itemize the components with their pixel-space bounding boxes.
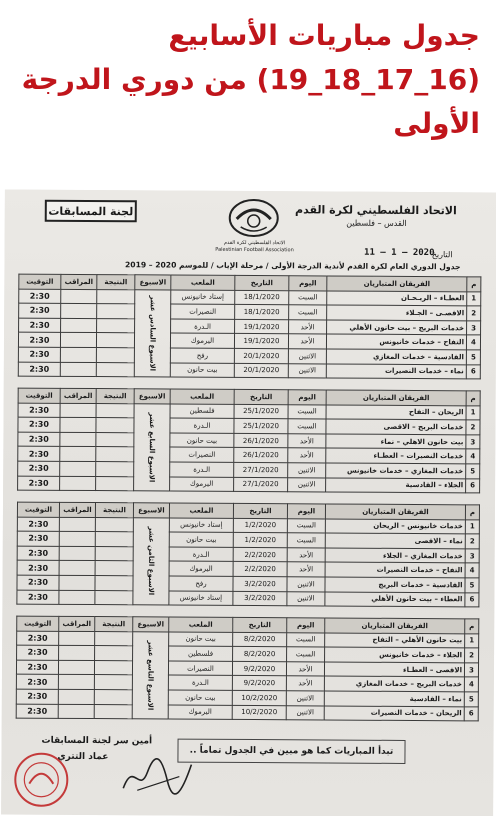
match-number: 5 [464, 692, 478, 707]
column-header-result: النتيجة [96, 389, 134, 404]
column-header-date: التاريخ [233, 503, 287, 518]
match-venue: الـدرة [170, 418, 234, 433]
match-result [94, 660, 132, 675]
column-header-observer: المراقب [60, 388, 96, 403]
headline-line-3: الأولى [393, 107, 480, 140]
match-teams: الريحان – خدمات النصيرات [324, 706, 464, 721]
column-header-venue: الملعب [169, 503, 233, 518]
match-teams: خدمات المغازي – الجلاء [325, 548, 465, 563]
match-venue: اليرموك [169, 561, 233, 576]
match-day: الأحد [287, 562, 325, 577]
column-header-result: النتيجة [97, 275, 135, 290]
match-observer [60, 403, 96, 418]
match-day: الاثنين [286, 691, 324, 706]
match-teams: العطاء – بيت حانون الأهلي [325, 592, 465, 607]
column-header-num: م [467, 277, 481, 292]
column-header-week: الاسبوع [135, 275, 171, 290]
week-table [18, 274, 482, 380]
match-venue: بيت حانون [169, 532, 233, 547]
match-date: 25/1/2020 [234, 404, 288, 419]
match-observer [61, 304, 97, 319]
match-venue: اليرموك [168, 705, 232, 720]
match-time: 2:30 [16, 689, 58, 704]
match-venue: الـدرة [168, 675, 232, 690]
match-day: السبت [287, 647, 325, 662]
match-observer [59, 532, 95, 547]
match-result [96, 432, 134, 447]
column-header-observer: المراقب [59, 502, 95, 517]
match-venue: فلسطين [169, 646, 233, 661]
match-day: الأحد [288, 334, 326, 349]
match-date: 9/2/2020 [232, 661, 286, 676]
match-time: 2:30 [18, 332, 60, 347]
match-number: 4 [466, 335, 480, 350]
match-venue: إستاد خانيونس [169, 518, 233, 533]
headline [10, 14, 480, 146]
match-venue: رفح [170, 348, 234, 363]
match-date: 1/2/2020 [233, 518, 287, 533]
match-number: 1 [467, 291, 481, 306]
match-number: 4 [464, 677, 478, 692]
match-date: 2/2/2020 [233, 562, 287, 577]
match-teams: خدمات النصيرات – العطـاء [326, 448, 466, 463]
match-day: الاثنين [288, 463, 326, 478]
week-table [16, 616, 480, 722]
match-day: السبت [287, 518, 325, 533]
match-date: 20/1/2020 [234, 363, 288, 378]
match-observer [58, 660, 94, 675]
column-header-observer: المراقب [59, 616, 95, 631]
match-time: 2:30 [17, 631, 59, 646]
column-header-num: م [465, 505, 479, 520]
column-header-teams: الفريقان المتباريان [326, 390, 466, 405]
match-teams: القادسية – خدمات المغازي [326, 349, 466, 364]
match-venue: إستاد خانيونس [171, 290, 235, 305]
match-venue: اليرموك [170, 333, 234, 348]
match-time: 2:30 [18, 446, 60, 461]
match-observer [58, 704, 94, 719]
schedule-sheet-photo [1, 190, 496, 816]
match-time: 2:30 [17, 560, 59, 575]
match-day: السبت [289, 290, 327, 305]
match-day: الاثنين [287, 577, 325, 592]
match-time: 2:30 [18, 417, 60, 432]
column-header-day: اليوم [289, 276, 327, 291]
match-observer [58, 675, 94, 690]
match-day: الاثنين [288, 477, 326, 492]
match-number: 2 [465, 648, 479, 663]
secretary-name: عماد التتري [57, 751, 109, 763]
match-observer [61, 318, 97, 333]
match-number: 3 [465, 549, 479, 564]
logo-text-ar: الاتحاد الفلسطيني لكرة القدم [224, 239, 286, 247]
match-time: 2:30 [19, 303, 61, 318]
match-time: 2:30 [17, 531, 59, 546]
match-venue: اليرموك [170, 477, 234, 492]
match-day: الاثنين [288, 349, 326, 364]
week-label: الاسبوع السادس عشر [134, 289, 171, 377]
match-date: 25/1/2020 [234, 419, 288, 434]
column-header-week: الاسبوع [133, 617, 169, 632]
match-venue: بيت حانون [168, 690, 232, 705]
column-header-day: اليوم [288, 390, 326, 405]
column-header-result: النتيجة [95, 503, 133, 518]
match-venue: بيت حانون [170, 363, 234, 378]
column-header-week: الاسبوع [133, 503, 169, 518]
match-result [97, 318, 135, 333]
match-number: 1 [465, 519, 479, 534]
date-label: التاريخ [431, 250, 453, 260]
federation-logo-icon [227, 197, 281, 239]
match-result [95, 631, 133, 646]
column-header-venue: الملعب [171, 275, 235, 290]
match-observer [60, 432, 96, 447]
match-time: 2:30 [16, 660, 58, 675]
match-result [95, 590, 133, 605]
week-table [17, 388, 481, 494]
match-result [94, 675, 132, 690]
match-date: 18/1/2020 [235, 290, 289, 305]
match-date: 26/1/2020 [234, 433, 288, 448]
week-label: الاسبوع الثامن عشر [133, 517, 170, 605]
match-day: الاثنين [287, 591, 325, 606]
match-number: 6 [465, 592, 479, 607]
match-day: السبت [288, 419, 326, 434]
match-number: 1 [465, 633, 479, 648]
match-observer [59, 590, 95, 605]
match-observer [60, 476, 96, 491]
match-teams: خدمات المغازي – خدمات خانيونس [326, 463, 466, 478]
match-observer [60, 447, 96, 462]
match-venue: الـدرة [170, 462, 234, 477]
match-teams: نماء – القادسية [324, 691, 464, 706]
match-date: 10/2/2020 [232, 690, 286, 705]
table-row [16, 704, 478, 721]
match-result [96, 403, 134, 418]
match-result [94, 704, 132, 719]
match-day: الأحد [289, 320, 327, 335]
match-venue: رفح [169, 576, 233, 591]
match-result [95, 576, 133, 591]
match-venue: الـدرة [171, 319, 235, 334]
match-observer [60, 461, 96, 476]
match-teams: خدمات خانيونس – الريحان [325, 519, 465, 534]
match-observer [59, 646, 95, 661]
match-teams: خدمات البريج – بيت حانون الأهلي [327, 320, 467, 335]
match-observer [59, 631, 95, 646]
column-header-venue: الملعب [169, 617, 233, 632]
column-header-observer: المراقب [61, 274, 97, 289]
column-header-teams: الفريقان المتباريان [325, 618, 465, 633]
match-day: الأحد [286, 662, 324, 677]
column-header-date: التاريخ [235, 275, 289, 290]
match-time: 2:30 [18, 432, 60, 447]
match-observer [59, 561, 95, 576]
signature-icon [117, 750, 197, 800]
headline-line-1: جدول مباريات الأسابيع [168, 19, 480, 52]
match-observer [60, 418, 96, 433]
match-date: 8/2/2020 [233, 632, 287, 647]
match-date: 19/1/2020 [234, 334, 288, 349]
match-teams: القادسية – خدمات البريج [325, 577, 465, 592]
org-place: القدس – فلسطين [346, 218, 407, 228]
match-number: 3 [464, 663, 478, 678]
match-day: الأحد [287, 548, 325, 563]
match-date: 26/1/2020 [234, 448, 288, 463]
match-result [96, 447, 134, 462]
match-day: السبت [287, 632, 325, 647]
match-observer [60, 333, 96, 348]
match-date: 27/1/2020 [234, 477, 288, 492]
match-result [95, 646, 133, 661]
match-result [95, 517, 133, 532]
week-label: الاسبوع التاسع عشر [132, 631, 169, 719]
match-number: 6 [466, 364, 480, 379]
match-date: 19/1/2020 [235, 319, 289, 334]
match-date: 20/1/2020 [234, 348, 288, 363]
match-observer [60, 362, 96, 377]
match-day: الأحد [288, 448, 326, 463]
date-value: 2020 – 1 – 11 [364, 247, 435, 259]
match-number: 3 [467, 321, 481, 336]
week-label: الاسبوع السابع عشر [134, 403, 171, 491]
match-observer [59, 517, 95, 532]
match-result [96, 362, 134, 377]
match-number: 2 [466, 420, 480, 435]
column-header-week: الاسبوع [134, 389, 170, 404]
match-teams: بيت حانون الأهلي – التفاح [325, 633, 465, 648]
match-venue: إستاد خانيونس [169, 591, 233, 606]
match-time: 2:30 [19, 289, 61, 304]
match-teams: الجلاء – خدمات خانيونس [325, 647, 465, 662]
column-header-time: التوقيت [18, 388, 60, 403]
week-table [16, 502, 480, 608]
match-date: 3/2/2020 [233, 591, 287, 606]
column-header-date: التاريخ [233, 617, 287, 632]
match-result [97, 289, 135, 304]
match-day: السبت [288, 404, 326, 419]
match-observer [60, 347, 96, 362]
match-venue: الـدرة [169, 547, 233, 562]
match-number: 5 [466, 350, 480, 365]
match-teams: نماء – خدمات النصيرات [326, 364, 466, 379]
match-time: 2:30 [17, 645, 59, 660]
match-day: السبت [289, 305, 327, 320]
match-date: 27/1/2020 [234, 462, 288, 477]
match-number: 1 [466, 405, 480, 420]
committee-box: لجنة المسابقات [45, 200, 137, 223]
match-venue: فلسطين [170, 404, 234, 419]
column-header-result: النتيجة [95, 617, 133, 632]
match-date: 1/2/2020 [233, 533, 287, 548]
match-result [95, 532, 133, 547]
table-row [18, 362, 480, 379]
match-time: 2:30 [17, 546, 59, 561]
match-teams: الاقصـى – الجـلاء [327, 305, 467, 320]
match-result [95, 546, 133, 561]
match-time: 2:30 [18, 362, 60, 377]
match-time: 2:30 [18, 461, 60, 476]
org-name: الاتحاد الفلسطيني لكرة القدم [295, 203, 457, 218]
match-number: 5 [465, 578, 479, 593]
table-row [18, 476, 480, 493]
column-header-date: التاريخ [234, 389, 288, 404]
column-header-time: التوقيت [19, 274, 61, 289]
match-time: 2:30 [18, 403, 60, 418]
table-row [17, 590, 479, 607]
column-header-venue: الملعب [170, 389, 234, 404]
match-observer [59, 575, 95, 590]
match-date: 9/2/2020 [232, 676, 286, 691]
match-teams: خدمات البريج – الاقصى [326, 419, 466, 434]
match-venue: بيت حانون [170, 433, 234, 448]
sheet-subtitle: جدول الدوري العام لكرة القدم لأندية الدرجة الأولى / مرحلة الإياب / للموسم 2020 – 2019 [124, 260, 461, 272]
match-time: 2:30 [17, 575, 59, 590]
match-teams: العطـاء – الريـحـان [327, 291, 467, 306]
secretary-title: أمين سر لجنة المسابقات [41, 735, 153, 747]
match-observer [58, 689, 94, 704]
match-number: 3 [466, 435, 480, 450]
match-time: 2:30 [18, 347, 60, 362]
column-header-time: التوقيت [17, 616, 59, 631]
match-number: 2 [467, 306, 481, 321]
match-result [96, 476, 134, 491]
match-teams: بيت حانون الاهلي – نماء [326, 434, 466, 449]
match-date: 2/2/2020 [233, 547, 287, 562]
column-header-day: اليوم [287, 504, 325, 519]
match-day: الأحد [288, 434, 326, 449]
match-observer [59, 546, 95, 561]
match-result [95, 561, 133, 576]
match-time: 2:30 [19, 318, 61, 333]
match-teams: الريحان – التفاح [326, 405, 466, 420]
match-day: الاثنين [288, 363, 326, 378]
match-time: 2:30 [18, 476, 60, 491]
match-venue: النصيرات [168, 661, 232, 676]
match-number: 5 [466, 464, 480, 479]
match-venue: النصيرات [171, 304, 235, 319]
match-result [94, 690, 132, 705]
match-venue: بيت حانون [169, 632, 233, 647]
match-venue: النصيرات [170, 447, 234, 462]
match-result [96, 333, 134, 348]
column-header-teams: الفريقان المتباريان [327, 276, 467, 291]
match-time: 2:30 [16, 674, 58, 689]
match-number: 2 [465, 534, 479, 549]
match-observer [61, 289, 97, 304]
match-teams: نماء – الاقصى [325, 533, 465, 548]
match-date: 10/2/2020 [232, 705, 286, 720]
match-date: 3/2/2020 [233, 576, 287, 591]
stamp-icon [11, 750, 71, 810]
match-day: الاثنين [286, 705, 324, 720]
column-header-time: التوقيت [17, 502, 59, 517]
footer-note: تبدأ المباريات كما هو مبين في الجدول تماماً .. [177, 739, 405, 764]
logo-text-en: Palestinian Football Association [215, 246, 294, 254]
match-result [97, 304, 135, 319]
match-number: 6 [466, 478, 480, 493]
column-header-num: م [466, 391, 480, 406]
match-teams: الجلاء – القادسية [326, 478, 466, 493]
match-result [96, 348, 134, 363]
column-header-num: م [465, 619, 479, 634]
match-teams: التفاح – خدمات النصيرات [325, 562, 465, 577]
match-time: 2:30 [17, 517, 59, 532]
match-time: 2:30 [17, 590, 59, 605]
column-header-day: اليوم [287, 618, 325, 633]
match-date: 18/1/2020 [235, 305, 289, 320]
match-teams: خدمات البريج – خدمات المغازي [324, 676, 464, 691]
match-number: 4 [466, 449, 480, 464]
match-day: السبت [287, 533, 325, 548]
match-number: 6 [464, 706, 478, 721]
match-number: 4 [465, 563, 479, 578]
match-teams: التفاح – خدمات خانيونس [326, 334, 466, 349]
match-teams: الاقصى – العطـاء [324, 662, 464, 677]
match-result [96, 418, 134, 433]
sheet-paper [1, 190, 496, 816]
match-date: 8/2/2020 [233, 647, 287, 662]
match-day: الأحد [286, 676, 324, 691]
match-result [96, 462, 134, 477]
headline-line-2: (16_17_18_19) من دوري الدرجة [21, 63, 480, 96]
match-time: 2:30 [16, 704, 58, 719]
column-header-teams: الفريقان المتباريان [325, 504, 465, 519]
